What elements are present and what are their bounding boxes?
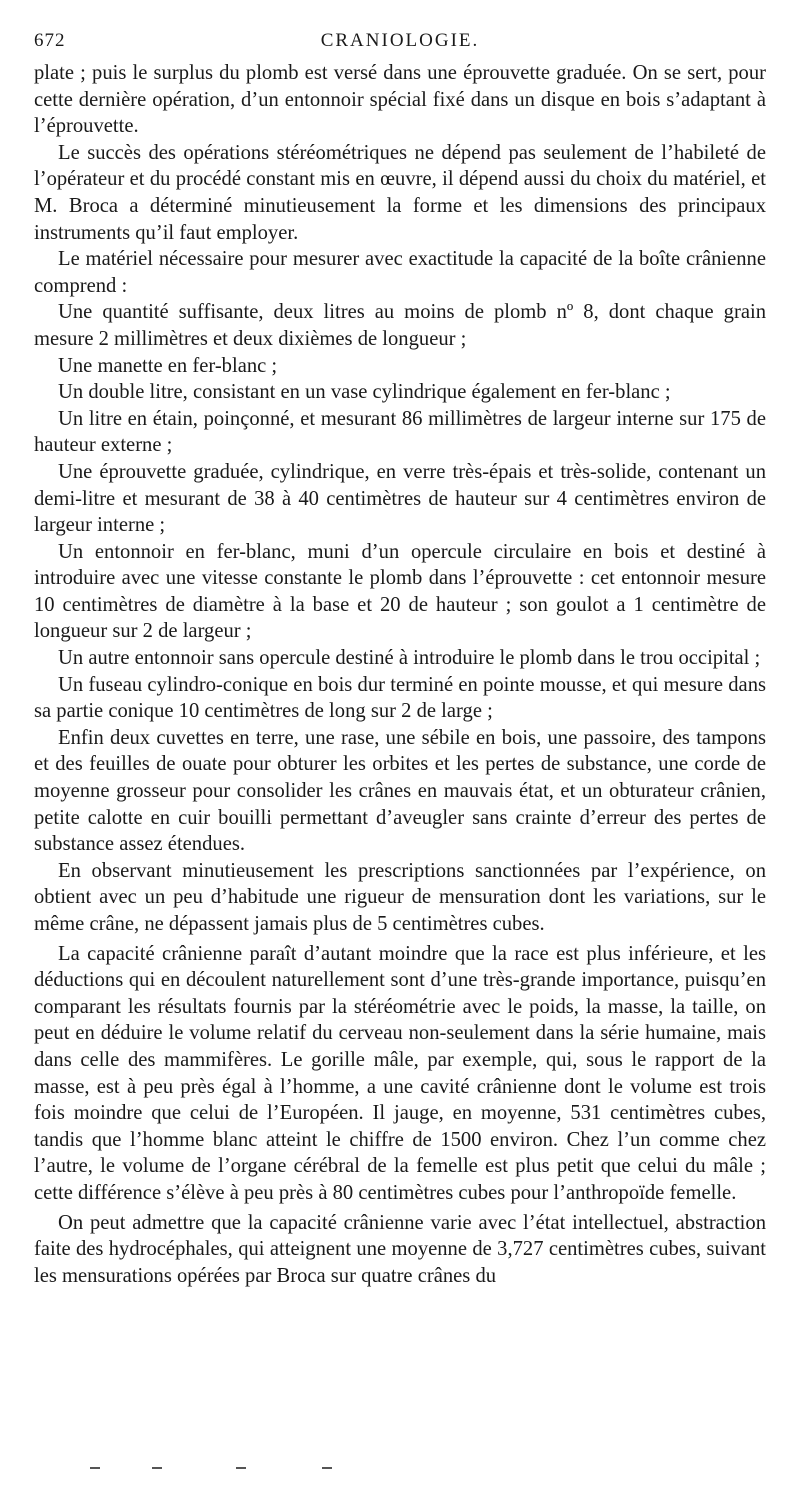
list-paragraph: Une manette en fer-blanc ;: [58, 354, 278, 377]
paragraph: On peut admettre que la capacité crânienne varie avec l’état intellectuel, abstraction faite des hydrocéphales, qui atteignent une moyenne de 3,727 centimètres cubes, suivant les mensurations opérées par Broca sur quatre crânes du: [34, 1211, 766, 1287]
paragraph: La capacité crânienne paraît d’autant moindre que la race est plus inférieure, et les déductions qui en découlent naturellement sont d’une très-grande importance, puisqu’en comparant les résultats fournis par la stéréométrie avec le poids, la masse, la taille, on peut en déduire le volume relatif du cerveau non-seulement dans la série humaine, mais dans celle des mammifères. Le gorille mâle, par exemple, qui, sous le rapport de la masse, est à peu près égal à l’homme, a une cavité crânienne dont le volume est trois fois moindre que celui de l’Européen. Il jauge, en moyenne, 531 centimètres cubes, tandis que l’homme blanc atteint le chiffre de 1500 environ. Chez l’un comme chez l’autre, le volume de l’organe cérébral de la femelle est plus petit que celui du mâle ; cette différence s’élève à peu près à 80 centimètres cubes pour l’anthropoïde femelle.: [34, 942, 766, 1204]
book-page: [34, 30, 766, 1289]
list-paragraph: Un entonnoir en fer-blanc, muni d’un opercule circulaire en bois et destiné à introduire avec une vitesse constante le plomb dans l’éprouvette : cet entonnoir mesure 10 centimètres de diamètre à la base et 20 de hauteur ; son goulot a 1 centimètre de longueur sur 2 de largeur ;: [34, 540, 766, 643]
page-header: [34, 30, 766, 60]
scan-mark: [152, 1467, 162, 1469]
body-text: [34, 60, 766, 1289]
list-paragraph: Une quantité suffisante, deux litres au moins de plomb nº 8, dont chaque grain mesure 2 millimètres et deux dixièmes de longueur ;: [34, 301, 766, 350]
paragraph-continued: plate ; puis le surplus du plomb est versé dans une éprouvette graduée. On se sert, pour cette dernière opération, d’un entonnoir spécial fixé dans un disque en bois s’adaptant à l’éprouvette.: [34, 62, 766, 138]
list-paragraph: Enfin deux cuvettes en terre, une rase, une sébile en bois, une passoire, des tampons et des feuilles de ouate pour obturer les orbites et les pertes de substance, une corde de moyenne grosseur pour consolider les crânes en mauvais état, et un obturateur crânien, petite calotte en cuir bouilli permettant d’aveugler sans crainte d’erreur des pertes de substance assez étendues.: [34, 726, 766, 856]
paragraph: Le matériel nécessaire pour mesurer avec exactitude la capacité de la boîte crânienne comprend :: [34, 248, 766, 297]
list-paragraph: Un fuseau cylindro-conique en bois dur terminé en pointe mousse, et qui mesure dans sa partie conique 10 centimètres de long sur 2 de large ;: [34, 673, 766, 723]
scan-mark: [322, 1467, 332, 1469]
list-paragraph: Un autre entonnoir sans opercule destiné à introduire le plomb dans le trou occipital ;: [58, 647, 761, 670]
running-title: CRANIOLOGIE.: [320, 30, 480, 51]
page-number: 672: [34, 30, 66, 51]
list-paragraph: Un double litre, consistant en un vase cylindrique également en fer-blanc ;: [58, 381, 671, 404]
scan-mark: [236, 1467, 246, 1469]
paragraph: En observant minutieusement les prescriptions sanctionnées par l’expérience, on obtient avec un peu d’habitude une rigueur de mensuration dont les variations, sur le même crâne, ne dépassent jamais plus de 5 centimètres cubes.: [34, 859, 766, 935]
scan-mark: [90, 1467, 100, 1469]
paragraph: Le succès des opérations stéréométriques ne dépend pas seulement de l’habileté de l’opérateur et du procédé constant mis en œuvre, il dépend aussi du choix du matériel, et M. Broca a déterminé minutieusement la forme et les dimensions des principaux instruments qu’il faut employer.: [34, 141, 766, 244]
list-paragraph: Une éprouvette graduée, cylindrique, en verre très-épais et très-solide, contenant un demi-litre et mesurant de 38 à 40 centimètres de hauteur sur 4 centimètres environ de largeur interne ;: [34, 460, 766, 537]
page-bottom-marks: [90, 1463, 350, 1473]
list-paragraph: Un litre en étain, poinçonné, et mesurant 86 millimètres de largeur interne sur 175 de hauteur externe ;: [34, 407, 766, 457]
